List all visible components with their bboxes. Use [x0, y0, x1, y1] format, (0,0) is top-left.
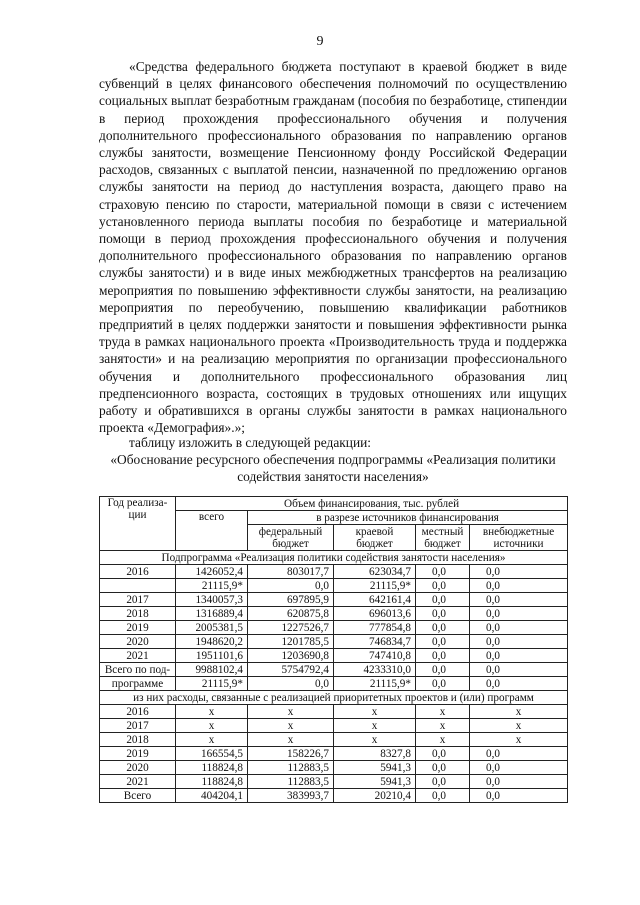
- table-cell: 620875,8: [248, 607, 334, 621]
- table-row: [100, 565, 568, 579]
- table-cell: Всего: [100, 789, 176, 803]
- table-cell: [100, 579, 176, 593]
- table-cell: 118824,8: [176, 761, 248, 775]
- table-row: [100, 621, 568, 635]
- funding-table: [99, 496, 568, 803]
- paragraph-line: предприятий в целях поддержки занятости и повышения эффективности рынка: [99, 317, 567, 332]
- table-row: [100, 663, 568, 677]
- table-cell: 4233310,0: [334, 663, 416, 677]
- table-cell: х: [334, 719, 416, 733]
- paragraph-line: помощи в период прохождения профессионального обучения и получения: [99, 231, 567, 246]
- table-cell: х: [470, 733, 568, 747]
- table-cell: 9988102,4: [176, 663, 248, 677]
- table-cell: 0,0: [470, 621, 568, 635]
- table-cell: 0,0: [470, 593, 568, 607]
- header-funding: Объем финансирования, тыс. рублей: [176, 497, 568, 511]
- table-cell: программе: [100, 677, 176, 691]
- table-section-heading: Подпрограмма «Реализация политики содействия занятости населения»: [100, 551, 568, 565]
- table-cell: 158226,7: [248, 747, 334, 761]
- table-section-heading: из них расходы, связанные с реализацией приоритетных проектов и (или) программ: [100, 691, 568, 705]
- header-sources: в разрезе источников финансирования: [248, 511, 568, 525]
- table-cell: х: [176, 705, 248, 719]
- instruction-text: таблицу изложить в следующей редакции:: [129, 435, 372, 450]
- table-cell: 2019: [100, 747, 176, 761]
- table-cell: 1948620,2: [176, 635, 248, 649]
- table-cell: 2021: [100, 649, 176, 663]
- table-row: [100, 775, 568, 789]
- table-cell: 21115,9*: [334, 579, 416, 593]
- table-cell: 0,0: [470, 789, 568, 803]
- table-cell: х: [416, 705, 470, 719]
- paragraph-line: службы занятости, возмещение Пенсионному фонду Российской Федерации: [99, 145, 567, 160]
- paragraph-line: труда в рамках национального проекта «Производительность труда и поддержка: [99, 334, 567, 350]
- paragraph-line: мероприятия по повышению эффективности службы занятости, на реализацию: [99, 282, 567, 298]
- table-cell: х: [248, 733, 334, 747]
- table-cell: 0,0: [416, 649, 470, 663]
- table-cell: 0,0: [470, 649, 568, 663]
- paragraph-line: дополнительного профессионального образования по направлению органов: [99, 248, 567, 264]
- table-cell: 0,0: [470, 607, 568, 621]
- table-cell: 0,0: [416, 747, 470, 761]
- table-cell: 1201785,5: [248, 635, 334, 649]
- paragraph-line: мероприятия по переобучению, повышению квалификации работников: [99, 299, 567, 315]
- paragraph-line: «Средства федерального бюджета поступают в краевой бюджет в виде: [129, 59, 567, 74]
- table-cell: 0,0: [470, 565, 568, 579]
- table-cell: 697895,9: [248, 593, 334, 607]
- table-cell: 803017,7: [248, 565, 334, 579]
- table-cell: 0,0: [416, 565, 470, 579]
- table-cell: 5941,3: [334, 775, 416, 789]
- paragraph-line: в период прохождения профессионального обучения и получения: [99, 110, 567, 126]
- table-cell: х: [176, 733, 248, 747]
- table-row: [100, 789, 568, 803]
- table-row: [100, 747, 568, 761]
- table-cell: 1426052,4: [176, 565, 248, 579]
- paragraph-line: службы занятости на период до наступления возраста, дающего право на: [99, 179, 567, 195]
- header-year: Год реализа-ции: [100, 497, 176, 551]
- table-cell: 0,0: [470, 775, 568, 789]
- table-row: [100, 705, 568, 719]
- table-cell: 2016: [100, 565, 176, 579]
- table-cell: х: [416, 733, 470, 747]
- table-cell: 2019: [100, 621, 176, 635]
- table-cell: 0,0: [248, 677, 334, 691]
- paragraph-line: социальных выплат безработным гражданам (пособия по безработице, стипендии: [99, 93, 568, 109]
- table-cell: 0,0: [470, 747, 568, 761]
- table-row: [100, 719, 568, 733]
- table-row: [100, 733, 568, 747]
- table-cell: 1227526,7: [248, 621, 334, 635]
- table-cell: х: [416, 719, 470, 733]
- table-cell: 383993,7: [248, 789, 334, 803]
- table-cell: 0,0: [248, 579, 334, 593]
- table-cell: 5941,3: [334, 761, 416, 775]
- table-cell: 0,0: [470, 761, 568, 775]
- table-cell: 21115,9*: [176, 677, 248, 691]
- table-cell: 1316889,4: [176, 607, 248, 621]
- table-cell: 696013,6: [334, 607, 416, 621]
- paragraph-line: службы занятости) и в виде иных межбюджетных трансфертов на реализацию: [99, 265, 567, 281]
- table-cell: х: [470, 719, 568, 733]
- table-cell: 118824,8: [176, 775, 248, 789]
- table-cell: 112883,5: [248, 775, 334, 789]
- header-federal: федеральный бюджет: [248, 525, 334, 551]
- table-cell: 0,0: [416, 677, 470, 691]
- table-cell: 0,0: [416, 607, 470, 621]
- table-cell: 0,0: [416, 621, 470, 635]
- table-cell: 0,0: [416, 579, 470, 593]
- paragraph-line: установленного периода выплаты пособия по безработице и материальной: [99, 213, 567, 229]
- table-cell: 747410,8: [334, 649, 416, 663]
- table-cell: 1203690,8: [248, 649, 334, 663]
- paragraph-line: обучения и дополнительного профессионального образования лиц: [99, 368, 567, 384]
- table-cell: 0,0: [416, 775, 470, 789]
- table-row: [100, 677, 568, 691]
- table-cell: 0,0: [416, 761, 470, 775]
- table-cell: 1340057,3: [176, 593, 248, 607]
- table-cell: х: [248, 705, 334, 719]
- table-cell: 0,0: [470, 635, 568, 649]
- table-cell: 623034,7: [334, 565, 416, 579]
- paragraph-line: расходов, связанных с выплатой пенсии, назначенной по предложению органов: [99, 162, 567, 178]
- table-cell: 0,0: [416, 789, 470, 803]
- table-cell: 2017: [100, 593, 176, 607]
- table-cell: 0,0: [416, 593, 470, 607]
- paragraph-line: дополнительного профессионального образования по направлению органов: [99, 127, 567, 143]
- table-row: [100, 607, 568, 621]
- table-cell: 777854,8: [334, 621, 416, 635]
- table-cell: 2018: [100, 733, 176, 747]
- table-cell: 2005381,5: [176, 621, 248, 635]
- header-offbudget: внебюджетные источники: [470, 525, 568, 551]
- table-cell: 404204,1: [176, 789, 248, 803]
- header-regional: краевой бюджет: [334, 525, 416, 551]
- table-row: [100, 649, 568, 663]
- table-cell: 0,0: [470, 579, 568, 593]
- table-row: [100, 593, 568, 607]
- table-cell: 2021: [100, 775, 176, 789]
- table-cell: 2020: [100, 761, 176, 775]
- table-cell: 21115,9*: [176, 579, 248, 593]
- table-cell: 20210,4: [334, 789, 416, 803]
- table-cell: 166554,5: [176, 747, 248, 761]
- table-cell: 8327,8: [334, 747, 416, 761]
- table-cell: 21115,9*: [334, 677, 416, 691]
- header-total: всего: [176, 511, 248, 551]
- page-number: 9: [316, 34, 324, 49]
- paragraph-line: предпенсионного возраста, состоящих в трудовых отношениях или ищущих: [99, 385, 567, 401]
- table-row: [100, 579, 568, 593]
- table-cell: 112883,5: [248, 761, 334, 775]
- table-cell: 0,0: [416, 635, 470, 649]
- table-cell: 2017: [100, 719, 176, 733]
- table-title-line1: «Обоснование ресурсного обеспечения подпрограммы «Реализация политики: [110, 452, 556, 467]
- table-row: [100, 635, 568, 649]
- table-cell: х: [470, 705, 568, 719]
- table-cell: 0,0: [470, 663, 568, 677]
- paragraph-line: занятости» и на реализацию мероприятия по организации профессионального: [99, 351, 567, 367]
- paragraph-line: субвенций в целях финансового обеспечения полномочий по осуществлению: [99, 76, 567, 92]
- table-title-line2: содействия занятости населения»: [237, 469, 429, 484]
- table-cell: х: [248, 719, 334, 733]
- table-cell: х: [176, 719, 248, 733]
- table-cell: 642161,4: [334, 593, 416, 607]
- table-cell: 2018: [100, 607, 176, 621]
- table-cell: 746834,7: [334, 635, 416, 649]
- paragraph-line: страховую пенсию по старости, материальной помощи в связи с истечением: [99, 196, 567, 212]
- table-row: [100, 761, 568, 775]
- table-cell: 1951101,6: [176, 649, 248, 663]
- table-cell: 0,0: [470, 677, 568, 691]
- table-cell: 0,0: [416, 663, 470, 677]
- table-cell: х: [334, 733, 416, 747]
- header-local: местный бюджет: [416, 525, 470, 551]
- table-cell: 2016: [100, 705, 176, 719]
- table-cell: Всего по под-: [100, 663, 176, 677]
- paragraph-line: работу и обратившихся в органы службы занятости в рамках национального: [99, 403, 567, 418]
- table-cell: х: [334, 705, 416, 719]
- paragraph-line: проекта «Демография».»;: [99, 420, 245, 436]
- table-cell: 5754792,4: [248, 663, 334, 677]
- table-cell: 2020: [100, 635, 176, 649]
